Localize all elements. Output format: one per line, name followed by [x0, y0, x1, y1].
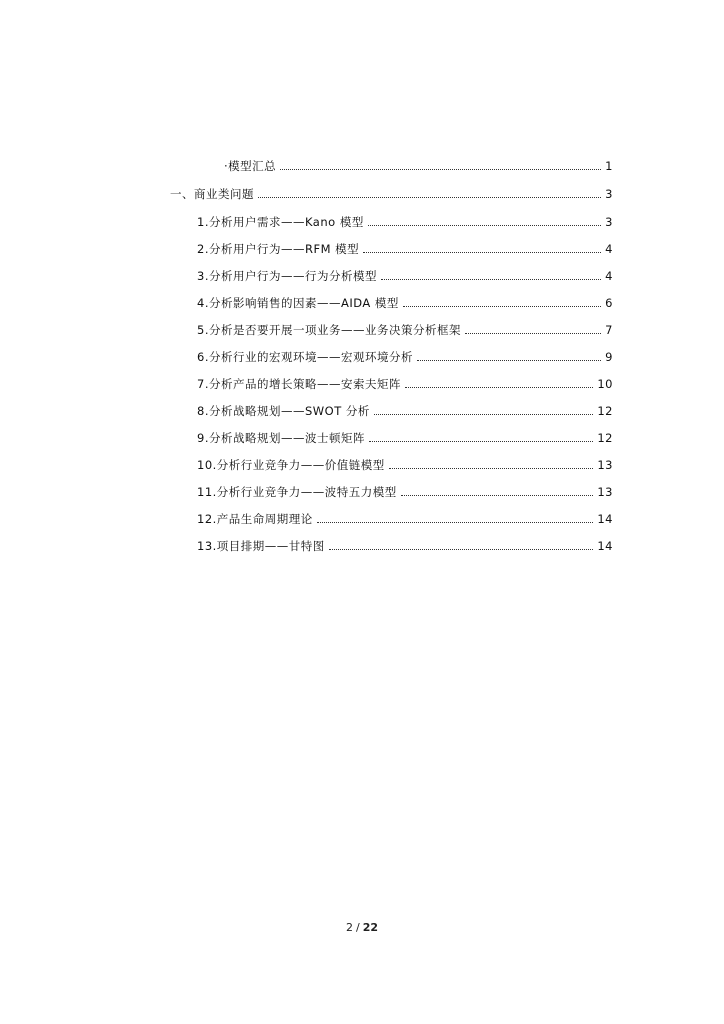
toc-entry-model-summary[interactable]: [224, 158, 613, 174]
toc-dot-leader: [374, 413, 593, 415]
toc-entry-label: ·模型汇总: [224, 159, 277, 173]
page-number-footer: [0, 921, 724, 934]
total-pages-number: 22: [362, 921, 379, 934]
toc-dot-leader: [405, 386, 593, 388]
toc-entry-swot[interactable]: [197, 403, 613, 419]
toc-entry-page: 3: [605, 215, 613, 229]
toc-entry-label: 11.分析行业竞争力——波特五力模型: [197, 485, 397, 499]
toc-entry-label: 一、商业类问题: [170, 187, 254, 201]
toc-entry-page: 14: [597, 512, 613, 526]
toc-dot-leader: [280, 168, 601, 170]
toc-entry-gantt[interactable]: [197, 538, 613, 554]
toc-dot-leader: [369, 440, 593, 442]
toc-entry-label: 12.产品生命周期理论: [197, 512, 313, 526]
toc-entry-page: 4: [605, 242, 613, 256]
toc-dot-leader: [389, 467, 594, 469]
toc-dot-leader: [368, 224, 601, 226]
toc-entry-ansoff[interactable]: [197, 376, 613, 392]
toc-entry-label: 13.项目排期——甘特图: [197, 539, 325, 553]
toc-entry-kano[interactable]: [197, 214, 613, 230]
toc-entry-label: 10.分析行业竞争力——价值链模型: [197, 458, 385, 472]
toc-entry-page: 1: [605, 159, 613, 173]
toc-entry-page: 4: [605, 269, 613, 283]
toc-entry-label: 4.分析影响销售的因素——AIDA 模型: [197, 296, 399, 310]
toc-entry-page: 14: [597, 539, 613, 553]
toc-entry-rfm[interactable]: [197, 241, 613, 257]
toc-dot-leader: [401, 494, 594, 496]
toc-entry-page: 9: [605, 350, 613, 364]
toc-entry-macro-environment[interactable]: [197, 349, 613, 365]
toc-dot-leader: [417, 359, 601, 361]
toc-dot-leader: [363, 251, 601, 253]
toc-entry-page: 12: [597, 404, 613, 418]
toc-entry-label: 6.分析行业的宏观环境——宏观环境分析: [197, 350, 413, 364]
toc-entry-page: 13: [597, 458, 613, 472]
toc-entry-label: 8.分析战略规划——SWOT 分析: [197, 404, 370, 418]
toc-entry-page: 3: [605, 187, 613, 201]
toc-entry-aida[interactable]: [197, 295, 613, 311]
toc-entry-porter-five-forces[interactable]: [197, 484, 613, 500]
toc-dot-leader: [403, 305, 601, 307]
toc-entry-value-chain[interactable]: [197, 457, 613, 473]
toc-entry-page: 6: [605, 296, 613, 310]
toc-entry-page: 7: [605, 323, 613, 337]
toc-entry-label: 5.分析是否要开展一项业务——业务决策分析框架: [197, 323, 461, 337]
toc-entry-label: 9.分析战略规划——波士顿矩阵: [197, 431, 365, 445]
toc-dot-leader: [329, 548, 594, 550]
toc-entry-business-questions[interactable]: [170, 186, 613, 202]
toc-dot-leader: [381, 278, 601, 280]
toc-entry-label: 7.分析产品的增长策略——安索夫矩阵: [197, 377, 401, 391]
toc-entry-bcg-matrix[interactable]: [197, 430, 613, 446]
toc-entry-behavior-model[interactable]: [197, 268, 613, 284]
page-separator: /: [355, 921, 360, 934]
toc-entry-label: 3.分析用户行为——行为分析模型: [197, 269, 377, 283]
toc-entry-label: 2.分析用户行为——RFM 模型: [197, 242, 360, 256]
toc-entry-page: 10: [597, 377, 613, 391]
toc-dot-leader: [258, 196, 601, 198]
toc-entry-page: 12: [597, 431, 613, 445]
current-page-number: 2: [345, 921, 353, 934]
toc-dot-leader: [465, 332, 601, 334]
toc-dot-leader: [317, 521, 594, 523]
toc-entry-label: 1.分析用户需求——Kano 模型: [197, 215, 364, 229]
toc-entry-product-lifecycle[interactable]: [197, 511, 613, 527]
toc-entry-business-decision[interactable]: [197, 322, 613, 338]
toc-entry-page: 13: [597, 485, 613, 499]
